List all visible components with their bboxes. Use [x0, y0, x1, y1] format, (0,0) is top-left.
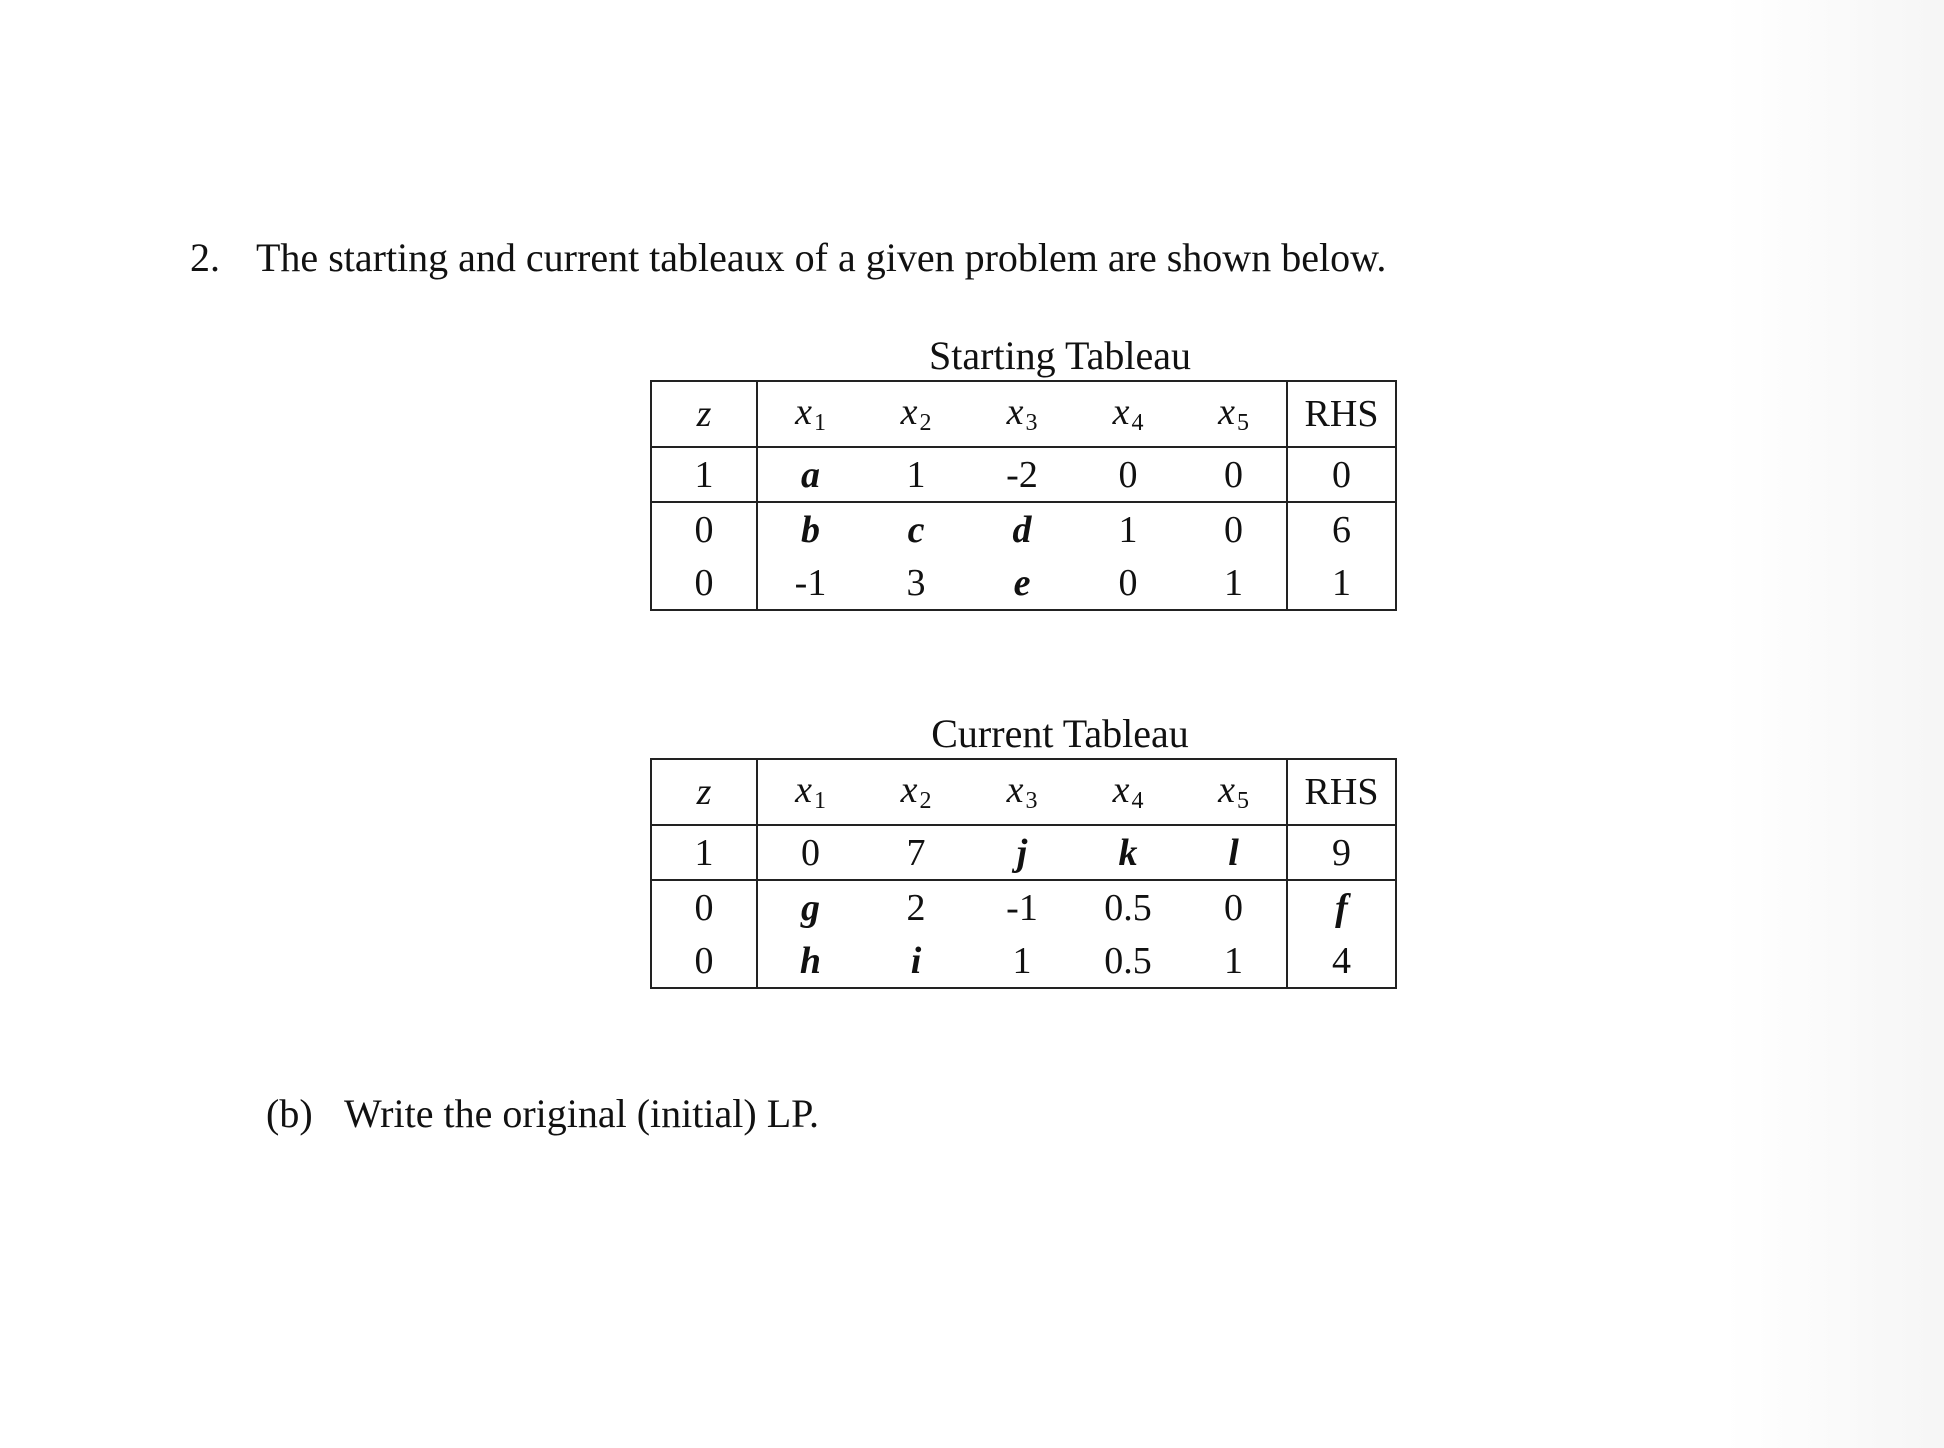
cell: 7 — [863, 825, 969, 880]
cell: a — [757, 447, 863, 502]
cell: -1 — [1006, 886, 1038, 929]
header-rhs: RHS — [1287, 759, 1396, 825]
header-x3: $x_3$ — [969, 381, 1075, 447]
part-b-text: Write the original (initial) LP. — [344, 1091, 819, 1136]
question-text: The starting and current tableaux of a given problem are shown below. — [256, 235, 1387, 280]
header-x3: $x_3$ — [969, 759, 1075, 825]
cell: 1 — [1287, 556, 1396, 610]
cell: 0.5 — [1104, 886, 1152, 929]
cell: 0 — [651, 502, 757, 556]
starting-tableau — [650, 380, 1397, 611]
header-x5: $x_5$ — [1181, 381, 1287, 447]
header-z: z — [651, 381, 757, 447]
cell: 0 — [1075, 556, 1181, 610]
cell: 0 — [1224, 508, 1243, 551]
table-row — [651, 447, 1396, 502]
table-header-row — [651, 381, 1396, 447]
cell: d — [1012, 508, 1032, 551]
table-row — [651, 880, 1396, 934]
cell: 0 — [651, 880, 757, 934]
header-x1: $x_1$ — [757, 759, 863, 825]
cell: 3 — [863, 556, 969, 610]
table-row — [651, 934, 1396, 988]
current-tableau-title: Current Tableau — [931, 711, 1189, 756]
cell: 4 — [1287, 934, 1396, 988]
cell: 1 — [651, 825, 757, 880]
header-x4: $x_4$ — [1075, 759, 1181, 825]
cell: 9 — [1287, 825, 1396, 880]
header-rhs: RHS — [1287, 381, 1396, 447]
question-number: 2. — [190, 235, 220, 280]
table-row — [651, 825, 1396, 880]
page-edge-shadow — [1724, 0, 1944, 1448]
cell: -1 — [757, 556, 863, 610]
cell: 1 — [863, 447, 969, 502]
cell: j — [969, 825, 1075, 880]
part-b — [266, 1090, 819, 1137]
header-x1: $x_1$ — [757, 381, 863, 447]
header-z: z — [651, 759, 757, 825]
cell: l — [1181, 825, 1287, 880]
cell: h — [757, 934, 863, 988]
cell: 1 — [1118, 508, 1138, 551]
header-x2: $x_2$ — [863, 381, 969, 447]
part-b-label: (b) — [266, 1091, 313, 1136]
cell: 1 — [651, 447, 757, 502]
table-header-row — [651, 759, 1396, 825]
cell: 0 — [651, 556, 757, 610]
cell: -2 — [969, 447, 1075, 502]
header-x2: $x_2$ — [863, 759, 969, 825]
cell: c — [907, 508, 925, 551]
cell: 0 — [1287, 447, 1396, 502]
cell: 6 — [1287, 502, 1396, 556]
question-2 — [190, 234, 1386, 281]
cell: 0 — [1075, 447, 1181, 502]
cell: k — [1075, 825, 1181, 880]
cell: 1 — [1181, 934, 1287, 988]
table-row — [651, 502, 1396, 556]
cell: 0.5 — [1075, 934, 1181, 988]
cell: 0 — [1181, 447, 1287, 502]
current-tableau — [650, 758, 1397, 989]
table-row — [651, 556, 1396, 610]
cell: 2 — [906, 886, 926, 929]
starting-tableau-title: Starting Tableau — [929, 333, 1191, 378]
cell: 0 — [1224, 886, 1243, 929]
cell: 0 — [757, 825, 863, 880]
header-x4: $x_4$ — [1075, 381, 1181, 447]
cell: 1 — [969, 934, 1075, 988]
cell: e — [969, 556, 1075, 610]
cell: f — [1287, 880, 1396, 934]
cell: 1 — [1181, 556, 1287, 610]
cell: b — [801, 508, 820, 551]
header-x5: $x_5$ — [1181, 759, 1287, 825]
cell: g — [801, 886, 820, 929]
cell: 0 — [651, 934, 757, 988]
cell: i — [863, 934, 969, 988]
